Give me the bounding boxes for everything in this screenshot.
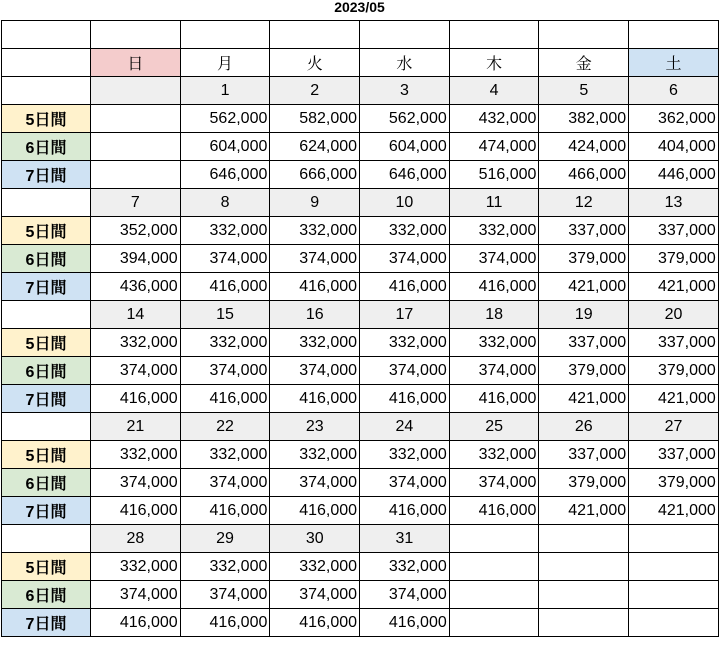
- price-cell: 379,000: [539, 469, 629, 497]
- date-number: 8: [180, 189, 270, 217]
- price-cell: [539, 609, 629, 637]
- price-cell: 416,000: [180, 273, 270, 301]
- price-cell: 374,000: [270, 357, 360, 385]
- price-cell: 332,000: [360, 441, 450, 469]
- price-cell: 416,000: [270, 385, 360, 413]
- date-number: 20: [629, 301, 719, 329]
- price-cell: 332,000: [180, 329, 270, 357]
- price-cell: 424,000: [539, 133, 629, 161]
- duration-label: 6日間: [2, 469, 91, 497]
- price-cell: 421,000: [629, 385, 719, 413]
- price-cell: 332,000: [360, 329, 450, 357]
- price-cell: 374,000: [449, 469, 539, 497]
- date-number: 7: [91, 189, 181, 217]
- blank-cell: [91, 21, 181, 49]
- week-4-price-row: [2, 469, 719, 497]
- price-cell: 374,000: [360, 357, 450, 385]
- date-number: 28: [91, 525, 181, 553]
- date-number: 2: [270, 77, 360, 105]
- blank-cell: [270, 21, 360, 49]
- price-cell: 582,000: [270, 105, 360, 133]
- price-cell: 374,000: [180, 581, 270, 609]
- price-cell: 416,000: [91, 609, 181, 637]
- price-cell: 416,000: [180, 609, 270, 637]
- price-cell: 416,000: [360, 497, 450, 525]
- duration-label: 5日間: [2, 217, 91, 245]
- week-5-date-row: [2, 525, 719, 553]
- empty-date-cell: [629, 525, 719, 553]
- price-cell: 374,000: [449, 357, 539, 385]
- weekday-header-tue: 火: [270, 49, 360, 77]
- price-cell: 337,000: [629, 329, 719, 357]
- price-cell: [91, 161, 181, 189]
- price-cell: 379,000: [629, 469, 719, 497]
- price-cell: 332,000: [91, 441, 181, 469]
- price-cell: 562,000: [180, 105, 270, 133]
- weekday-header-wed: 水: [360, 49, 450, 77]
- date-row-label-cell: [2, 525, 91, 553]
- price-cell: 379,000: [629, 357, 719, 385]
- blank-cell: [629, 21, 719, 49]
- price-cell: [539, 581, 629, 609]
- price-cell: 332,000: [270, 553, 360, 581]
- duration-label: 7日間: [2, 273, 91, 301]
- price-cell: 516,000: [449, 161, 539, 189]
- price-cell: 666,000: [270, 161, 360, 189]
- week-2-date-row: [2, 189, 719, 217]
- date-number: 25: [449, 413, 539, 441]
- price-cell: 416,000: [360, 385, 450, 413]
- price-cell: 624,000: [270, 133, 360, 161]
- date-number: 4: [449, 77, 539, 105]
- duration-label: 6日間: [2, 245, 91, 273]
- price-cell: 374,000: [91, 581, 181, 609]
- date-number: 13: [629, 189, 719, 217]
- weekday-header-sun: 日: [91, 49, 181, 77]
- price-cell: [539, 553, 629, 581]
- empty-date-cell: [91, 77, 181, 105]
- price-cell: [449, 609, 539, 637]
- price-cell: 332,000: [91, 329, 181, 357]
- price-cell: 332,000: [91, 553, 181, 581]
- price-cell: 337,000: [539, 217, 629, 245]
- price-cell: [629, 609, 719, 637]
- week-1-date-row: [2, 77, 719, 105]
- price-cell: 416,000: [270, 273, 360, 301]
- blank-cell: [360, 21, 450, 49]
- price-cell: 646,000: [180, 161, 270, 189]
- price-cell: 332,000: [449, 329, 539, 357]
- date-number: 6: [629, 77, 719, 105]
- price-cell: 421,000: [629, 497, 719, 525]
- date-number: 31: [360, 525, 450, 553]
- date-number: 30: [270, 525, 360, 553]
- empty-date-cell: [539, 525, 629, 553]
- date-number: 22: [180, 413, 270, 441]
- price-cell: 379,000: [539, 357, 629, 385]
- date-number: 27: [629, 413, 719, 441]
- price-cell: 337,000: [629, 441, 719, 469]
- date-number: 11: [449, 189, 539, 217]
- price-cell: 332,000: [270, 217, 360, 245]
- price-cell: 416,000: [91, 497, 181, 525]
- price-cell: 379,000: [539, 245, 629, 273]
- date-number: 24: [360, 413, 450, 441]
- week-1-price-row: [2, 161, 719, 189]
- date-number: 1: [180, 77, 270, 105]
- week-2-price-row: [2, 217, 719, 245]
- price-cell: 416,000: [449, 497, 539, 525]
- date-number: 23: [270, 413, 360, 441]
- price-cell: 604,000: [360, 133, 450, 161]
- price-cell: 332,000: [180, 441, 270, 469]
- price-cell: 352,000: [91, 217, 181, 245]
- duration-label: 5日間: [2, 329, 91, 357]
- weekday-header-fri: 金: [539, 49, 629, 77]
- duration-label: 5日間: [2, 105, 91, 133]
- price-cell: 416,000: [91, 385, 181, 413]
- price-cell: 421,000: [539, 497, 629, 525]
- price-cell: 337,000: [539, 329, 629, 357]
- week-5-price-row: [2, 553, 719, 581]
- price-calendar-table: [1, 20, 719, 637]
- price-cell: 646,000: [360, 161, 450, 189]
- week-4-date-row: [2, 413, 719, 441]
- weekday-header-sat: 土: [629, 49, 719, 77]
- price-cell: 374,000: [91, 357, 181, 385]
- price-cell: 374,000: [360, 581, 450, 609]
- week-3-price-row: [2, 329, 719, 357]
- price-cell: 604,000: [180, 133, 270, 161]
- date-number: 9: [270, 189, 360, 217]
- blank-cell: [449, 21, 539, 49]
- price-cell: [449, 553, 539, 581]
- price-cell: 332,000: [449, 441, 539, 469]
- date-number: 21: [91, 413, 181, 441]
- date-number: 14: [91, 301, 181, 329]
- price-cell: 382,000: [539, 105, 629, 133]
- date-number: 19: [539, 301, 629, 329]
- price-cell: 416,000: [449, 273, 539, 301]
- price-cell: 394,000: [91, 245, 181, 273]
- date-row-label-cell: [2, 189, 91, 217]
- header-corner-cell: [2, 49, 91, 77]
- date-number: 29: [180, 525, 270, 553]
- week-2-price-row: [2, 245, 719, 273]
- date-number: 5: [539, 77, 629, 105]
- blank-cell: [539, 21, 629, 49]
- weekday-header-row: [2, 49, 719, 77]
- price-cell: [91, 133, 181, 161]
- price-cell: 332,000: [270, 441, 360, 469]
- price-cell: 404,000: [629, 133, 719, 161]
- price-cell: 337,000: [629, 217, 719, 245]
- price-cell: 332,000: [180, 217, 270, 245]
- price-cell: [629, 581, 719, 609]
- week-4-price-row: [2, 497, 719, 525]
- duration-label: 5日間: [2, 553, 91, 581]
- date-row-label-cell: [2, 301, 91, 329]
- price-cell: 474,000: [449, 133, 539, 161]
- price-cell: 374,000: [180, 469, 270, 497]
- duration-label: 6日間: [2, 357, 91, 385]
- price-cell: 446,000: [629, 161, 719, 189]
- price-cell: 374,000: [270, 245, 360, 273]
- duration-label: 6日間: [2, 133, 91, 161]
- blank-row: [2, 21, 719, 49]
- date-number: 3: [360, 77, 450, 105]
- price-cell: 374,000: [180, 245, 270, 273]
- date-row-label-cell: [2, 77, 91, 105]
- price-cell: 562,000: [360, 105, 450, 133]
- price-cell: 432,000: [449, 105, 539, 133]
- price-cell: 416,000: [180, 497, 270, 525]
- week-3-price-row: [2, 357, 719, 385]
- price-cell: 416,000: [270, 609, 360, 637]
- price-cell: 421,000: [539, 385, 629, 413]
- price-cell: 374,000: [360, 469, 450, 497]
- price-cell: 379,000: [629, 245, 719, 273]
- calendar-title: 2023/05: [334, 0, 385, 15]
- weekday-header-mon: 月: [180, 49, 270, 77]
- week-3-date-row: [2, 301, 719, 329]
- price-cell: 362,000: [629, 105, 719, 133]
- week-5-price-row: [2, 581, 719, 609]
- price-cell: 374,000: [180, 357, 270, 385]
- price-cell: 416,000: [270, 497, 360, 525]
- weekday-header-thu: 木: [449, 49, 539, 77]
- duration-label: 6日間: [2, 581, 91, 609]
- date-number: 10: [360, 189, 450, 217]
- week-2-price-row: [2, 273, 719, 301]
- empty-date-cell: [449, 525, 539, 553]
- price-cell: [449, 581, 539, 609]
- price-cell: 374,000: [91, 469, 181, 497]
- price-cell: 436,000: [91, 273, 181, 301]
- price-cell: 421,000: [629, 273, 719, 301]
- price-cell: 374,000: [360, 245, 450, 273]
- price-cell: 416,000: [360, 609, 450, 637]
- date-row-label-cell: [2, 413, 91, 441]
- duration-label: 7日間: [2, 161, 91, 189]
- price-cell: 332,000: [360, 553, 450, 581]
- price-cell: 374,000: [270, 581, 360, 609]
- price-cell: 332,000: [270, 329, 360, 357]
- price-cell: 416,000: [180, 385, 270, 413]
- price-cell: 421,000: [539, 273, 629, 301]
- duration-label: 7日間: [2, 497, 91, 525]
- price-cell: 416,000: [449, 385, 539, 413]
- price-cell: 332,000: [360, 217, 450, 245]
- price-cell: [629, 553, 719, 581]
- duration-label: 5日間: [2, 441, 91, 469]
- price-cell: 374,000: [270, 469, 360, 497]
- price-cell: 332,000: [180, 553, 270, 581]
- week-1-price-row: [2, 105, 719, 133]
- week-4-price-row: [2, 441, 719, 469]
- week-5-price-row: [2, 609, 719, 637]
- date-number: 15: [180, 301, 270, 329]
- date-number: 12: [539, 189, 629, 217]
- date-number: 26: [539, 413, 629, 441]
- date-number: 18: [449, 301, 539, 329]
- duration-label: 7日間: [2, 609, 91, 637]
- price-cell: 466,000: [539, 161, 629, 189]
- blank-cell: [180, 21, 270, 49]
- date-number: 16: [270, 301, 360, 329]
- price-cell: 416,000: [360, 273, 450, 301]
- week-3-price-row: [2, 385, 719, 413]
- corner-cell: [2, 21, 91, 49]
- price-cell: 337,000: [539, 441, 629, 469]
- duration-label: 7日間: [2, 385, 91, 413]
- price-cell: [91, 105, 181, 133]
- week-1-price-row: [2, 133, 719, 161]
- price-cell: 374,000: [449, 245, 539, 273]
- date-number: 17: [360, 301, 450, 329]
- price-cell: 332,000: [449, 217, 539, 245]
